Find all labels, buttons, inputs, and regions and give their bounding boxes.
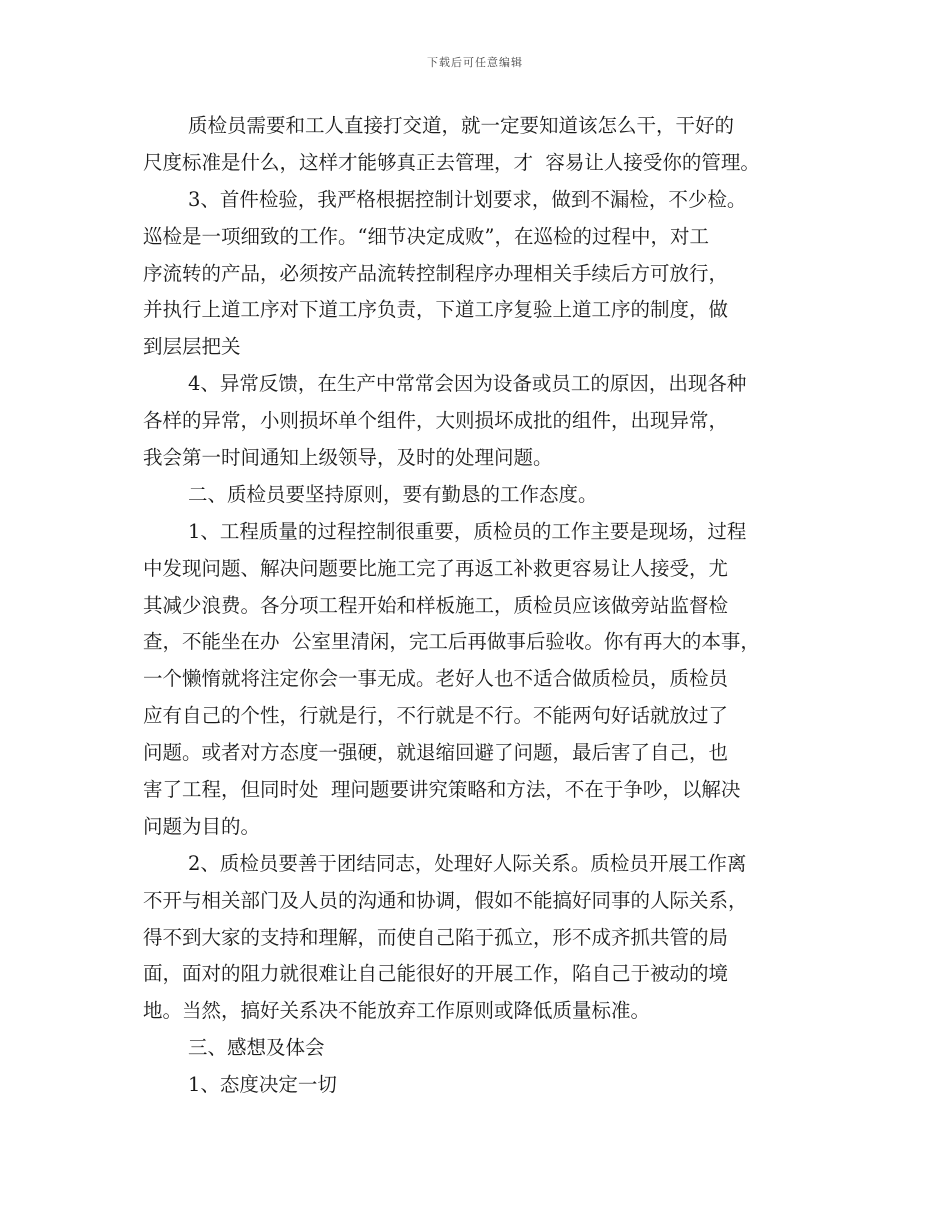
section-heading: 三、感想及体会 [188,1036,325,1060]
body-line: 质检员需要和工人直接打交道，就一定要知道该怎么干，干好的 [188,114,735,137]
body-line: 不开与相关部门及人员的沟通和协调，假如不能搞好同事的人际关系， [143,888,748,912]
body-line: 尺度标准是什么，这样才能够真正去管理，才 容易让人接受你的管理。 [143,150,760,174]
body-line: 应有自己的个性，行就是行，不行就是不行。不能两句好话就放过了 [143,704,729,728]
body-line: 一个懒惰就将注定你会一事无成。老好人也不适合做质检员，质检员 [143,667,729,691]
body-line: 地。当然，搞好关系决不能放弃工作原则或降低质量标准。 [143,999,651,1023]
body-line: 并执行上道工序对下道工序负责，下道工序复验上道工序的制度，做 [143,298,729,322]
body-line: 1、工程质量的过程控制很重要，质检员的工作主要是现场，过程 [188,519,747,543]
header-note: 下载后可任意编辑 [427,56,523,69]
body-line: 4、异常反馈，在生产中常常会因为设备或员工的原因，出现各种 [188,372,747,396]
body-line: 问题。或者对方态度一强硬，就退缩回避了问题，最后害了自己，也 [143,741,729,765]
body-line: 序流转的产品，必须按产品流转控制程序办理相关手续后方可放行， [143,261,729,285]
body-line: 巡检是一项细致的工作。“细节决定成败”，在巡检的过程中，对工 [143,224,709,248]
body-line: 到层层把关 [143,335,241,359]
body-line: 面，面对的阻力就很难让自己能很好的开展工作，陷自己于被动的境 [143,962,729,986]
body-line: 各样的异常，小则损坏单个组件，大则损坏成批的组件，出现异常， [143,409,729,433]
body-line: 中发现问题、解决问题要比施工完了再返工补救更容易让人接受，尤 [143,556,729,580]
body-line: 2、质检员要善于团结同志，处理好人际关系。质检员开展工作离 [188,851,747,875]
body-line: 1、态度决定一切 [188,1073,337,1097]
body-line: 我会第一时间通知上级领导，及时的处理问题。 [143,446,553,470]
section-heading: 二、质检员要坚持原则，要有勤恳的工作态度。 [188,482,598,506]
body-line: 3、首件检验，我严格根据控制计划要求，做到不漏检，不少检。 [188,187,747,211]
document-body [143,108,823,1104]
body-line: 其减少浪费。各分项工程开始和样板施工，质检员应该做旁站监督检 [143,593,729,617]
body-line: 得不到大家的支持和理解，而使自己陷于孤立，形不成齐抓共管的局 [143,925,729,949]
body-line: 害了工程，但同时处 理问题要讲究策略和方法，不在于争吵，以解决 [143,778,741,802]
body-line: 问题为目的。 [143,814,261,838]
body-line: 查，不能坐在办 公室里清闲，完工后再做事后验收。你有再大的本事， [143,630,760,654]
